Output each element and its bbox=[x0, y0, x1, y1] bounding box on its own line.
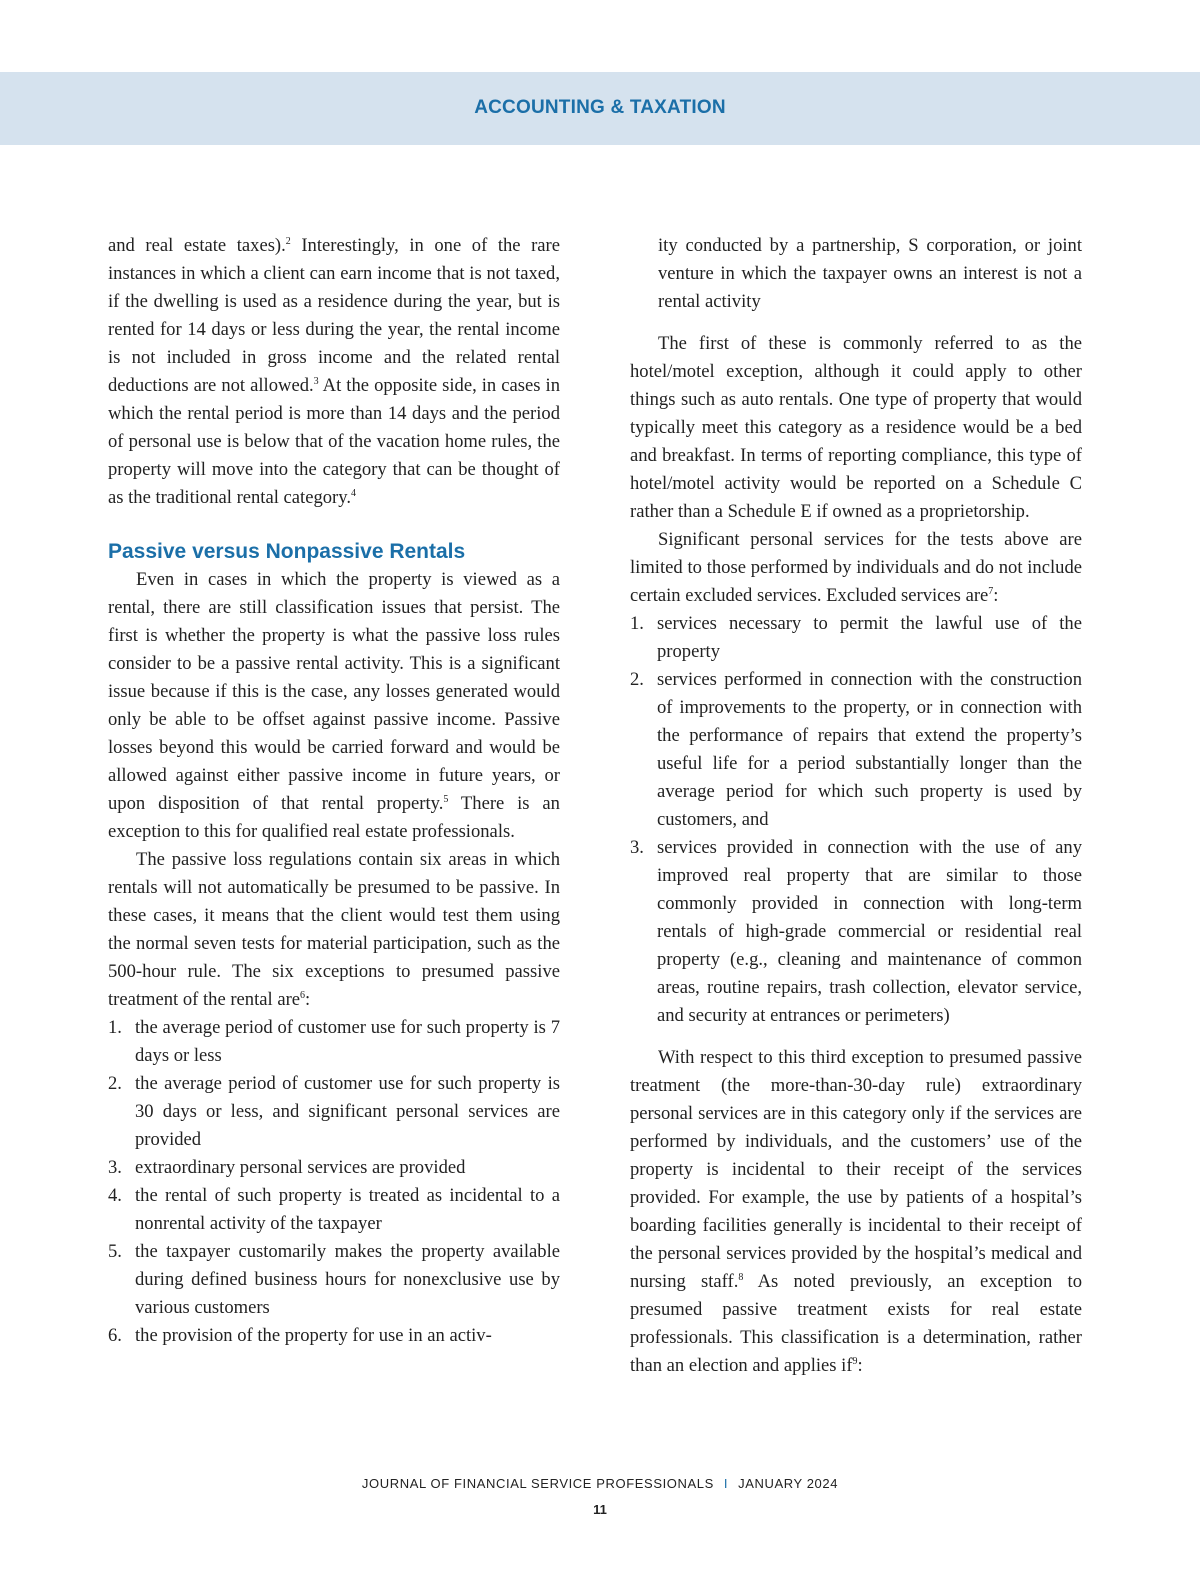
footnote-ref[interactable]: 2 bbox=[285, 236, 291, 247]
footnote-ref[interactable]: 7 bbox=[988, 586, 994, 597]
list-item: 3. extraordinary personal services are provided bbox=[108, 1157, 466, 1178]
issue-date: JANUARY 2024 bbox=[738, 1476, 839, 1491]
list-item-continuation: ity conducted by a partnership, S corporation, or joint venture in which the taxpayer owns an interest is not a rental activity bbox=[658, 235, 1082, 312]
paragraph: Even in cases in which the property is viewed as a rental, there are still classification issues that persist. The first is whether the property is what the passive loss rules consider to be a passive rental activity. This is a significant issue because if this is the case, any losses generated would only be able to be offset against passive income. Passive losses beyond this would be carried forward and would be allowed against either passive income in future years, or upon disposition of that rental property.$^5$ There is an exception to this for qualified real estate professionals. bbox=[108, 569, 560, 842]
journal-name: JOURNAL OF FINANCIAL SERVICE PROFESSIONALS bbox=[361, 1476, 714, 1491]
footnote-ref[interactable]: 3 bbox=[313, 376, 319, 387]
paragraph: With respect to this third exception to presumed passive treatment (the more-than-30-day rule) extraordinary personal services are in this category only if the services are performed by individuals, and the customers’ use of the property is incidental to their receipt of the services provided. For example, the use by patients of a hospital’s boarding facilities generally is incidental to their receipt of the personal services provided by the hospital’s medical and nursing staff.$^8$ As noted previously, an exception to presumed passive treatment exists for real estate professionals. This classification is a determination, rather than an election and applies $if^9$: bbox=[630, 1047, 1082, 1376]
page-number: 11 bbox=[593, 1502, 607, 1517]
list-item: 5. the taxpayer customarily makes the property available during defined business hours for nonexclusive use by various customers bbox=[108, 1241, 560, 1318]
right-column bbox=[630, 232, 1082, 1380]
paragraph: and real estate taxes).$^2$ Interestingly, in one of the rare instances in which a client can earn income that is not taxed, if the dwelling is used as a residence during the year, but is rented for 14 days or less during the year, the rental income is not included in gross income and the related rental deductions are not allowed.$^3$ At the opposite side, in cases in which the rental period is more than 14 days and the period of personal use is below that of the vacation home rules, the property will move into the category that can be thought of as the traditional rental category.$^4$ bbox=[108, 235, 560, 508]
exceptions-list bbox=[108, 1014, 560, 1350]
footnote-ref[interactable]: 5 bbox=[443, 794, 449, 805]
footnote-ref[interactable]: 4 bbox=[351, 488, 356, 499]
subheading: Passive versus Nonpassive Rentals bbox=[108, 540, 466, 563]
footnote-ref[interactable]: 8 bbox=[738, 1272, 744, 1283]
paragraph: The first of these is commonly referred to as the hotel/motel exception, although it could apply to other things such as auto rentals. One type of property that would typically meet this category as a residence would be a bed and breakfast. In terms of reporting compliance, this type of hotel/motel activity would be reported on a Schedule C rather than a Schedule E if owned as a proprietorship. bbox=[630, 333, 1082, 522]
paragraph: Significant personal services for the tests above are limited to those performed by individuals and do not include certain excluded services. Excluded services are$^7$: bbox=[630, 529, 1082, 606]
list-item: 1. services necessary to permit the lawful use of the property bbox=[630, 613, 1082, 662]
paragraph: The passive loss regulations contain six areas in which rentals will not automatically be presumed to be passive. In these cases, it means that the client would test them using the normal seven tests for material participation, such as the 500-hour rule. The six exceptions to presumed passive treatment of the rental are$^6$: bbox=[108, 849, 560, 1010]
left-column bbox=[108, 232, 560, 1350]
list-item: 2. services performed in connection with the construction of improvements to the property, or in connection with the performance of repairs that extend the property’s useful life for a period substantially longer than the average period for which such property is used by customers, and bbox=[630, 669, 1082, 830]
section-title: ACCOUNTING & TAXATION bbox=[474, 97, 726, 118]
footnote-ref[interactable]: 9 bbox=[852, 1356, 858, 1367]
list-item: 2. the average period of customer use for such property is 30 days or less, and significant personal services are provided bbox=[108, 1073, 560, 1150]
footer-separator: I bbox=[723, 1476, 729, 1491]
list-item: 3. services provided in connection with the use of any improved real property that are similar to those commonly provided in connection with long-term rentals of high-grade commercial or residential real property (e.g., cleaning and maintenance of common areas, routine repairs, trash collection, elevator service, and security at entrances or perimeters) bbox=[630, 837, 1082, 1026]
list-item: 6. the provision of the property for use in an activ- bbox=[108, 1325, 492, 1346]
list-item: 4. the rental of such property is treated as incidental to a nonrental activity of the taxpayer bbox=[108, 1185, 560, 1234]
list-item: 1. the average period of customer use for such property is 7 days or less bbox=[108, 1017, 560, 1066]
footnote-ref[interactable]: 6 bbox=[300, 990, 306, 1001]
page-footer bbox=[0, 1476, 1200, 1491]
excluded-services-list bbox=[630, 610, 1082, 1030]
